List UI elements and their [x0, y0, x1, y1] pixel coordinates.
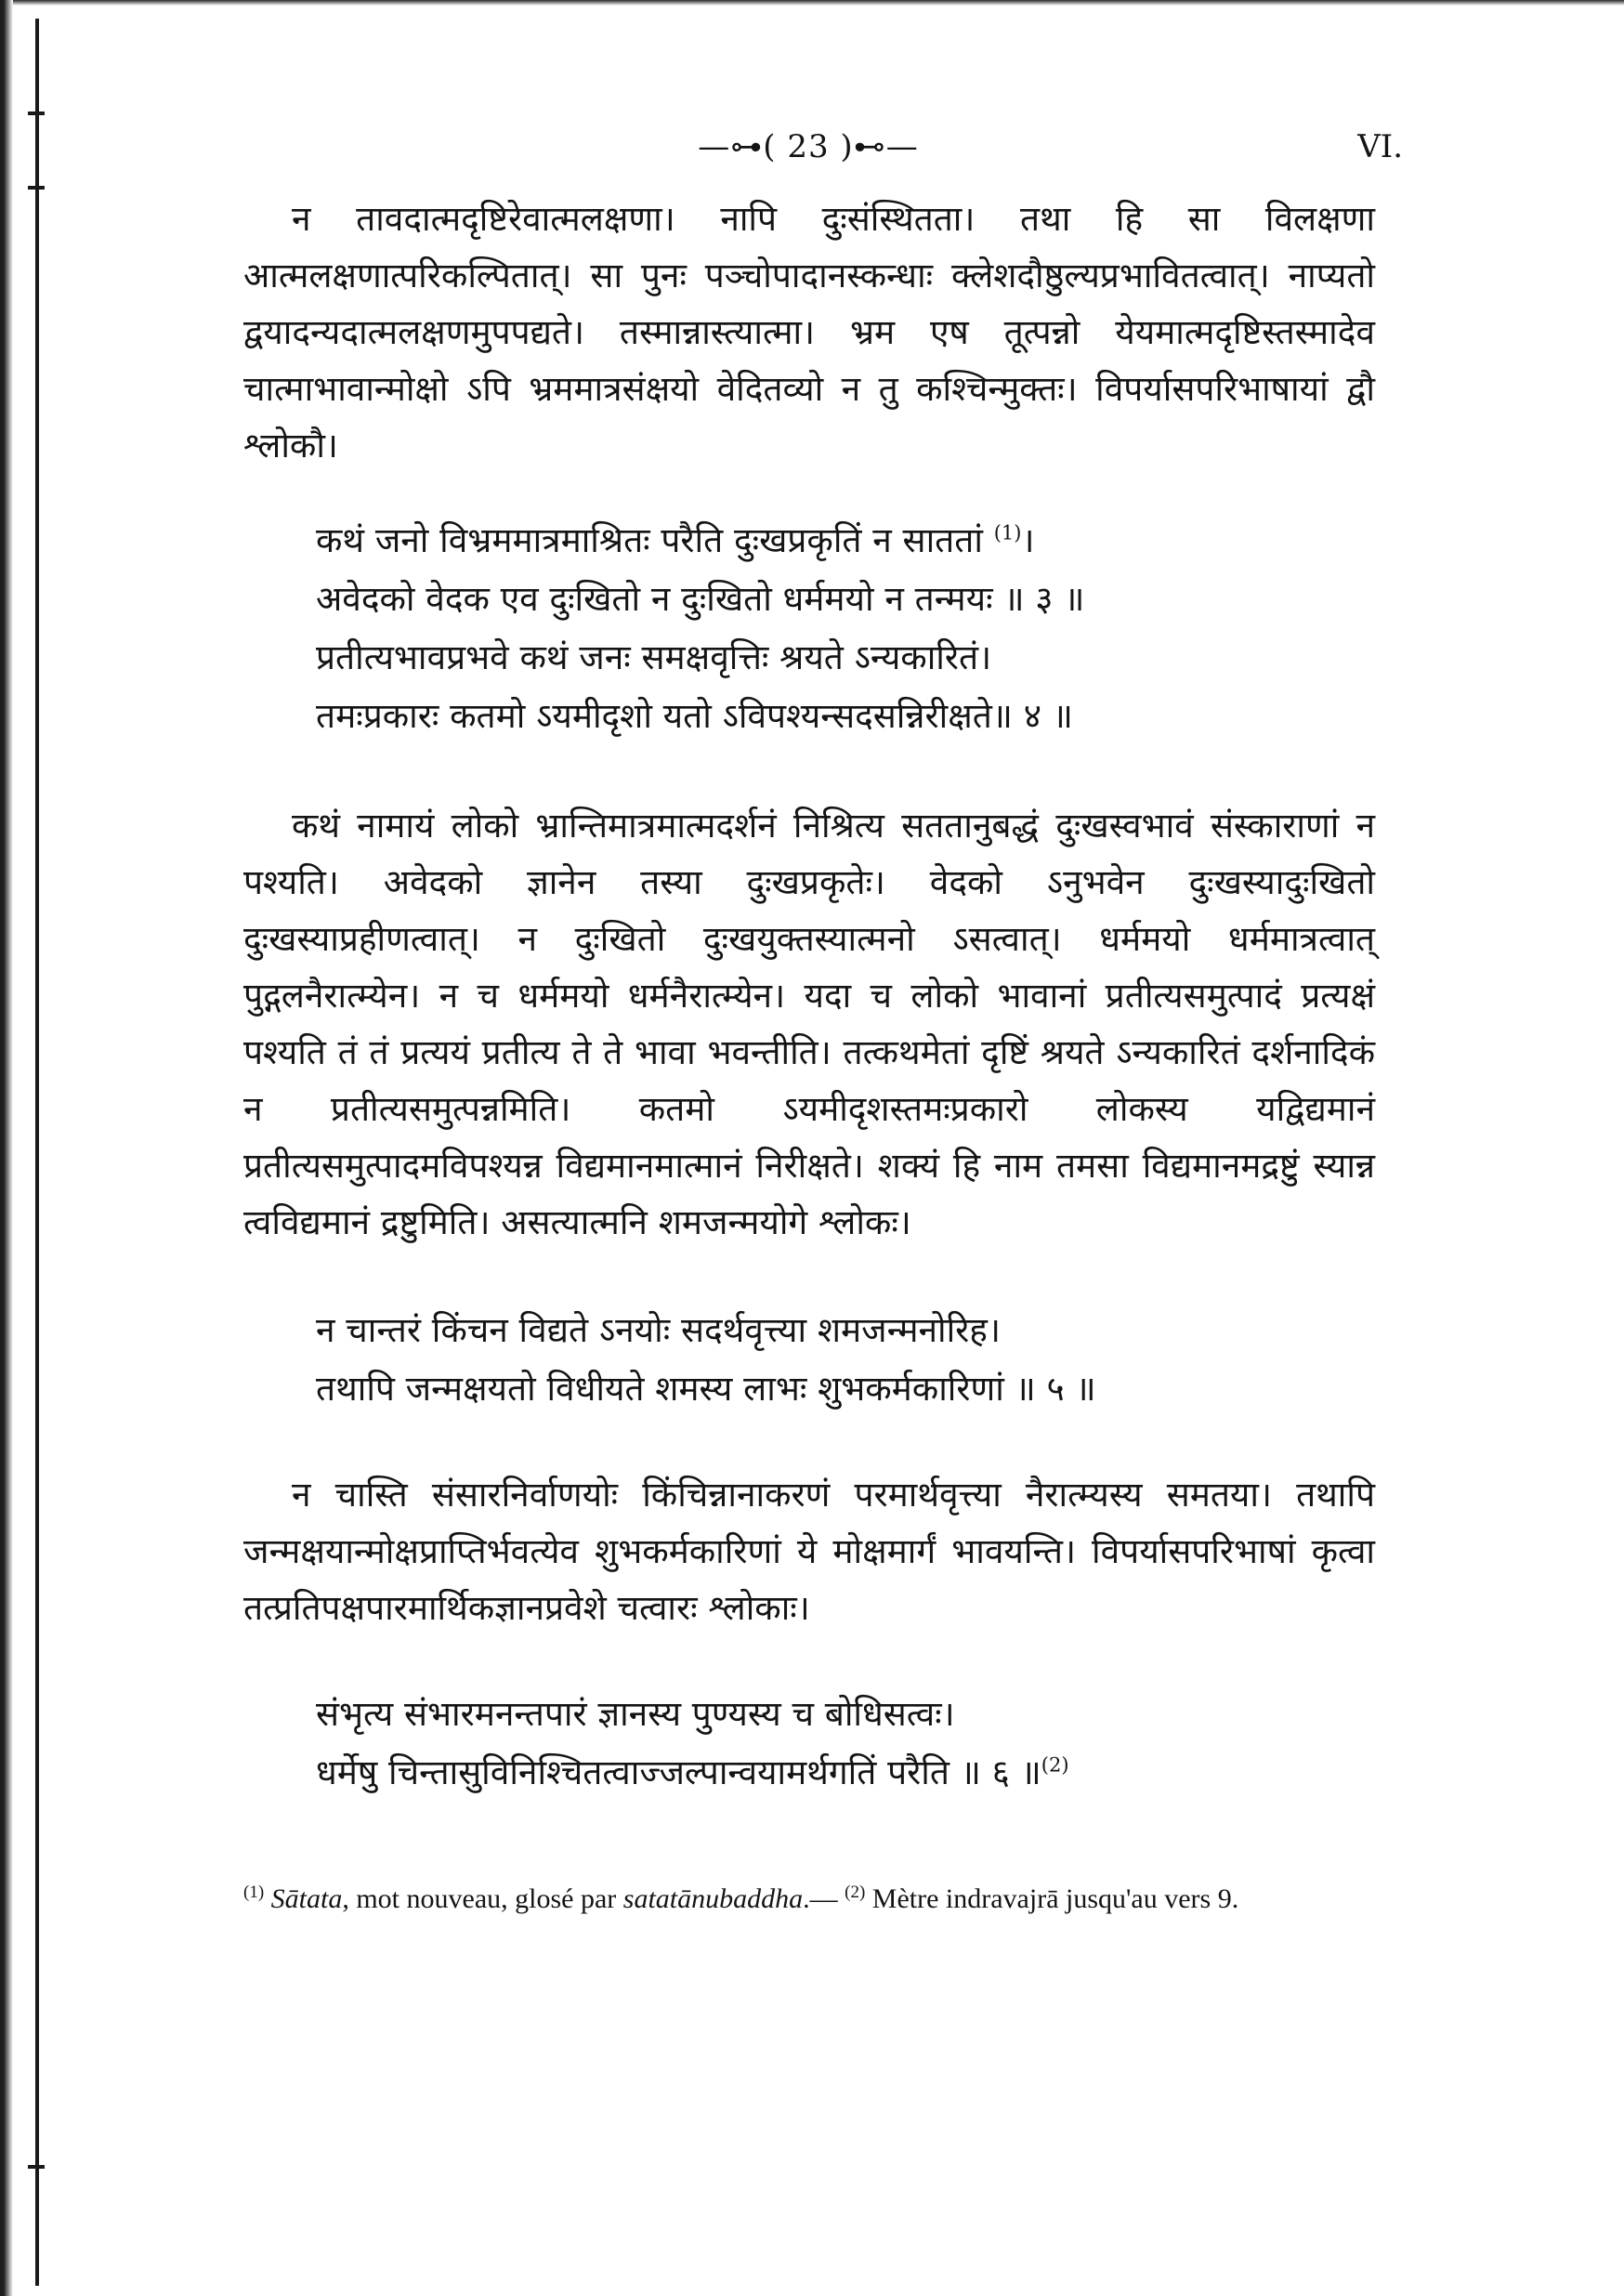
footnotes [243, 1876, 1375, 1922]
page-number: —⊶( 23 )⊷— [698, 128, 919, 165]
verse-line-text: धर्मेषु चिन्तासुविनिश्चितत्वाज्जल्पान्वयामर्थगतिं परैति ॥ ६ ॥ [316, 1752, 1041, 1792]
footnote-ref: (1) [993, 521, 1022, 544]
footnote-text: Mètre indravajrā jusqu'au vers 9. [865, 1883, 1239, 1914]
footnote-mark: (2) [845, 1883, 866, 1902]
footnote-separator: .— [803, 1883, 845, 1914]
prose-paragraph: कथं नामायं लोको भ्रान्तिमात्रमात्मदर्शनं निश्रित्य सततानुबद्धं दुःखस्वभावं संस्काराणां न पश्यति। अवेदको ज्ञानेन तस्या दुःखप्रकृतेः। वेदको ऽनुभवेन दुःखस्यादुःखितो दुःखस्याप्रहीणत्वात्। न दुःखितो दुःखयुक्तस्यात्मनो ऽसत्वात्। धर्ममयो धर्ममात्रत्वात् पुद्गलनैरात्म्येन। न च धर्ममयो धर्मनैरात्म्येन। यदा च लोको भावानां प्रतीत्यसमुत्पादं प्रत्यक्षं पश्यति तं तं प्रत्ययं प्रतीत्य ते ते भावा भवन्तीति। तत्कथमेतां दृष्टिं श्रयते ऽन्यकारितं दर्शनादिकं न प्रतीत्यसमुत्पन्नमिति। कतमो ऽयमीदृशस्तमःप्रकारो लोकस्य यद्विद्यमानं प्रतीत्यसमुत्पादमविपश्यन्न विद्यमानमात्मानं निरीक्षते। शक्यं हि नाम तमसा विद्यमानमद्रष्टुं स्यान्न त्वविद्यमानं द्रष्टुमिति। असत्यात्मनि शमजन्मयोगे श्लोकः। [243, 806, 1375, 1242]
verse-line-text: कथं जनो विभ्रममात्रमाश्रितः परैति दुःखप्रकृतिं न साततां [316, 520, 983, 560]
verse-line: न चान्तरं किंचन विद्यते ऽनयोः सदर्थवृत्त्या शमजन्मनोरिह। [316, 1310, 1001, 1350]
verse-3 [243, 511, 1375, 628]
verse-6 [243, 1685, 1375, 1802]
prose-paragraph: न तावदात्मदृष्टिरेवात्मलक्षणा। नापि दुःसंस्थितता। तथा हि सा विलक्षणा आत्मलक्षणात्परिकल्पितात्। सा पुनः पञ्चोपादानस्कन्धाः क्लेशदौष्ठुल्यप्रभावितत्वात्। नाप्यतो द्वयादन्यदात्मलक्षणमुपपद्यते। तस्मान्नास्त्यात्मा। भ्रम एष तूत्पन्नो येयमात्मदृष्टिस्तस्मादेव चात्माभावान्मोक्षो ऽपि भ्रममात्रसंक्षयो वेदितव्यो न तु कश्चिन्मुक्तः। विपर्यासपरिभाषायां द्वौ श्लोकौ। [243, 199, 1375, 466]
margin-tick [28, 186, 45, 190]
scan-edge-left [0, 0, 13, 2296]
footnote-gloss: satatānubaddha [622, 1883, 804, 1914]
page-header [0, 128, 1624, 184]
verse-line-end: । [1021, 520, 1035, 560]
verse-line [316, 1743, 1375, 1802]
verse-line: प्रतीत्यभावप्रभवे कथं जनः समक्षवृत्तिः श्रयते ऽन्यकारितं। [316, 637, 992, 677]
page-content [243, 190, 1375, 1922]
verse-line: तथापि जन्मक्षयतो विधीयते शमस्य लाभः शुभकर्मकारिणां ॥ ५ ॥ [316, 1369, 1096, 1409]
verse-4 [243, 628, 1375, 745]
scan-edge-top [0, 0, 1624, 6]
margin-rule [35, 19, 39, 2286]
footnote-mark: (1) [243, 1883, 265, 1902]
margin-tick [28, 2165, 45, 2169]
prose-paragraph: न चास्ति संसारनिर्वाणयोः किंचिन्नानाकरणं परमार्थवृत्त्या नैरात्म्यस्य समतया। तथापि जन्मक्षयान्मोक्षप्राप्तिर्भवत्येव शुभकर्मकारिणां ये मोक्षमार्गं भावयन्ति। विपर्यासपरिभाषां कृत्वा तत्प्रतिपक्षपारमार्थिकज्ञानप्रवेशे चत्वारः श्लोकाः। [243, 1475, 1375, 1628]
verse-line: तमःप्रकारः कतमो ऽयमीदृशो यतो ऽविपश्यन्सदसन्निरीक्षते॥ ४ ॥ [316, 696, 1073, 736]
margin-tick [28, 112, 45, 115]
verse-line [316, 511, 1375, 570]
footnote-term: Sātata [270, 1883, 343, 1914]
chapter-number: VI. [1357, 128, 1403, 165]
footnote-ref: (2) [1041, 1753, 1069, 1777]
footnote-text: , mot nouveau, glosé par [342, 1883, 623, 1914]
verse-line: संभृत्य संभारमनन्तपारं ज्ञानस्य पुण्यस्य च बोधिसत्वः। [316, 1694, 955, 1734]
verse-line: अवेदको वेदक एव दुःखितो न दुःखितो धर्ममयो न तन्मयः ॥ ३ ॥ [316, 579, 1085, 619]
verse-5 [243, 1301, 1375, 1418]
